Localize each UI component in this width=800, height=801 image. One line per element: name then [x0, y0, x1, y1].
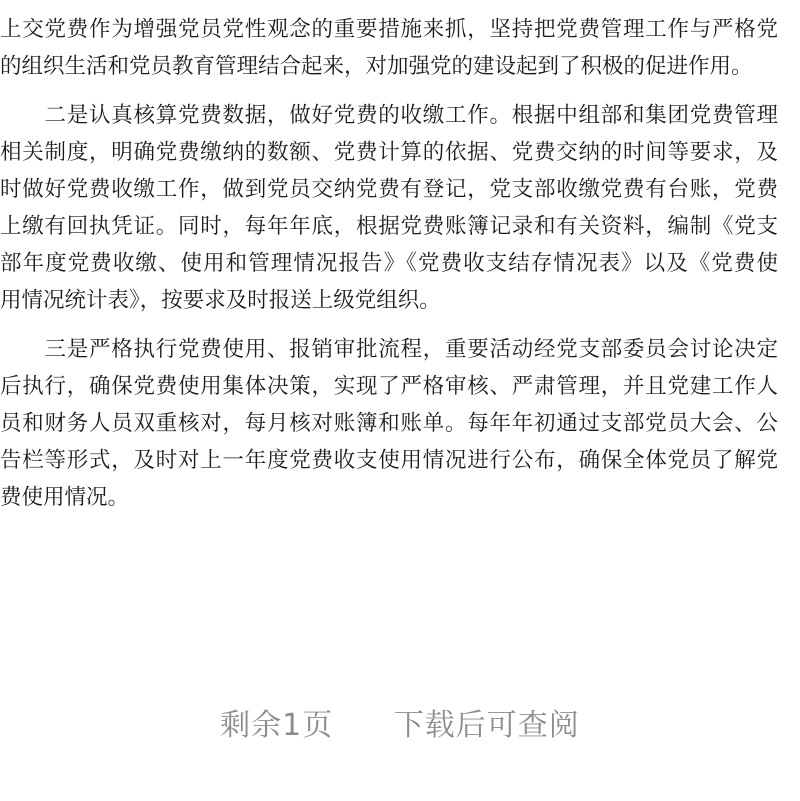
text-line: 二是认真核算党费数据，做好党费的收缴工作。根据中组部和集团党费管理: [0, 103, 778, 128]
remaining-pages-label: 剩余1页: [220, 708, 334, 743]
text-line: 的组织生活和党员教育管理结合起来，对加强党的建设起到了积极的促进作用。: [0, 54, 753, 79]
text-line: 告栏等形式，及时对上一年度党费收支使用情况进行公布，确保全体党员了解党: [0, 448, 778, 473]
paragraph-3: [0, 331, 778, 516]
text-line: 相关制度，明确党费缴纳的数额、党费计算的依据、党费交纳的时间等要求，及: [0, 140, 778, 165]
paragraph-1: [0, 11, 778, 85]
download-hint-label[interactable]: 下载后可查阅: [393, 708, 580, 743]
text-line: 三是严格执行党费使用、报销审批流程，重要活动经党支部委员会讨论决定: [0, 337, 778, 362]
text-line: 用情况统计表》，按要求及时报送上级党组织。: [0, 288, 441, 313]
paragraph-2: [0, 97, 778, 319]
text-line: 后执行，确保党费使用集体决策，实现了严格审核、严肃管理，并且党建工作人: [0, 374, 778, 399]
document-body: [0, 11, 778, 528]
text-line: 部年度党费收缴、使用和管理情况报告》《党费收支结存情况表》以及《党费使: [0, 251, 778, 276]
text-line: 员和财务人员双重核对，每月核对账簿和账单。每年年初通过支部党员大会、公: [0, 411, 778, 436]
text-line: 上缴有回执凭证。同时，每年年底，根据党费账簿记录和有关资料，编制《党支: [0, 214, 778, 239]
text-line: 上交党费作为增强党员党性观念的重要措施来抓，坚持把党费管理工作与严格党: [0, 17, 778, 42]
text-line: 时做好党费收缴工作，做到党员交纳党费有登记，党支部收缴党费有台账，党费: [0, 177, 778, 202]
text-line: 费使用情况。: [0, 485, 130, 510]
download-prompt[interactable]: [0, 700, 800, 744]
